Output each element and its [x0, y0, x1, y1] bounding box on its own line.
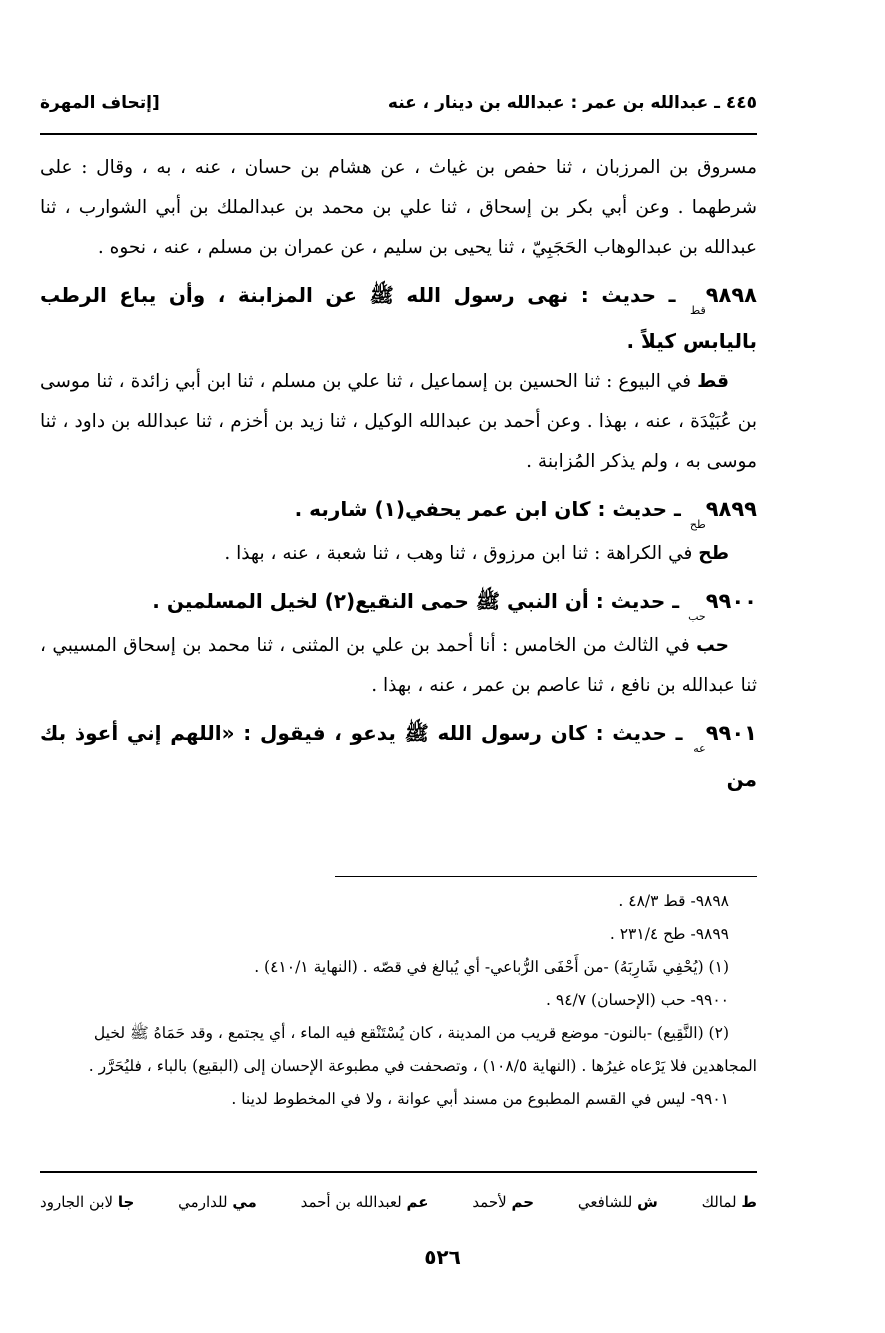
hadith-isnad [40, 534, 757, 574]
siglum-desc: لعبدالله بن أحمد [300, 1193, 402, 1211]
siglum-code: عم [406, 1193, 429, 1211]
isnad-text: في الثالث من الخامس : أنا أحمد بن علي بن المثنى ، ثنا محمد بن إسحاق المسيبي ، ثنا عبدالله بن نافع ، ثنا عاصم بن عمر ، عنه ، بهذا . [40, 635, 757, 696]
hadith-isnad [40, 362, 757, 482]
footnotes [40, 885, 757, 1116]
source-label: طح [698, 543, 729, 564]
header-book-title: [إتحاف المهرة [40, 93, 160, 113]
siglum-entry [702, 1187, 757, 1217]
header-rule [40, 133, 757, 135]
siglum-entry [178, 1187, 257, 1217]
hadith-heading [40, 488, 757, 534]
footnote-rule [335, 876, 757, 877]
hadith-isnad [40, 626, 757, 706]
hadith-number: ٩٨٩٩ [705, 497, 757, 521]
hadith-heading [40, 712, 757, 800]
main-text [40, 148, 757, 800]
footnote: (١) (يُحْفِي شَارِبَهُ) -من أَحْفَى الرُّباعي- أي يُبالغ في قصّه . (النهاية ٤١٠/١) . [254, 958, 729, 976]
siglum-desc: لابن الجارود [40, 1193, 114, 1211]
siglum-desc: للدارمي [178, 1193, 228, 1211]
header-title: ٤٤٥ ـ عبدالله بن عمر : عبدالله بن دينار ، عنه [387, 93, 757, 113]
running-header [40, 86, 757, 120]
siglum-entry [578, 1187, 658, 1217]
isnad-text: في الكراهة : ثنا ابن مرزوق ، ثنا وهب ، ثنا شعبة ، عنه ، بهذا . [224, 543, 693, 564]
siglum-code: جا [117, 1193, 135, 1211]
sigla-legend [40, 1187, 757, 1217]
hadith-number: ٩٩٠٠ [705, 589, 757, 613]
footnote: ٩٩٠٠- حب (الإحسان) ٩٤/٧ . [546, 991, 729, 1009]
siglum-entry [40, 1187, 134, 1217]
siglum-desc: لأحمد [472, 1193, 507, 1211]
hadith-heading [40, 274, 757, 362]
intro-paragraph: مسروق بن المرزبان ، ثنا حفص بن غياث ، عن هشام بن حسان ، عنه ، به ، وقال : على شرطهما . وعن أبي بكر بن إسحاق ، ثنا علي بن محمد بن عبدالملك بن أبي الشوارب ، ثنا عبدالله بن عبدالوهاب الحَجَبِيّ ، ثنا يحيى بن سليم ، عن عمران بن مسلم ، عنه ، نحوه . [40, 157, 757, 258]
siglum-code: مي [232, 1193, 257, 1211]
source-label: قط [697, 371, 729, 392]
hadith-heading [40, 580, 757, 626]
footnote: ٩٩٠١- ليس في القسم المطبوع من مسند أبي عوانة ، ولا في المخطوط لدينا . [231, 1090, 729, 1108]
hadith-siglum: عه [693, 742, 706, 755]
hadith-title: ـ حديث : نهى رسول الله ﷺ عن المزابنة ، وأن يباع الرطب باليابس كيلاً . [40, 283, 757, 353]
hadith-siglum: قط [690, 304, 706, 317]
siglum-code: ش [637, 1193, 658, 1211]
hadith-title: ـ حديث : أن النبي ﷺ حمى النقيع(٢) لخيل المسلمين . [152, 589, 680, 613]
hadith-number: ٩٩٠١ [705, 721, 757, 745]
footnote: ٩٨٩٩- طح ٢٣١/٤ . [609, 925, 729, 943]
sigla-rule [40, 1171, 757, 1173]
footnote: ٩٨٩٨- قط ٤٨/٣ . [618, 892, 729, 910]
hadith-title: ـ حديث : كان رسول الله ﷺ يدعو ، فيقول : «اللهم إني أعوذ بك من [40, 721, 757, 791]
siglum-desc: للشافعي [577, 1193, 633, 1211]
siglum-code: ط [741, 1193, 757, 1211]
hadith-number: ٩٨٩٨ [705, 283, 758, 307]
footnote: (٢) (النَّقِيع) -بالنون- موضع قريب من المدينة ، كان يُسْتَنْقع فيه الماء ، أي يجتمع ، وقد حَمَاهُ ﷺ لخيل المجاهدين فلا يَرْعاه غيرُها . (النهاية ١٠٨/٥) ، وتصحفت في مطبوعة الإحسان إلى (البقيع) بالباء ، فليُحَرَّر . [88, 1024, 757, 1075]
siglum-entry [472, 1187, 534, 1217]
source-label: حب [696, 635, 729, 656]
siglum-code: حم [511, 1193, 535, 1211]
siglum-entry [301, 1187, 429, 1217]
hadith-title: ـ حديث : كان ابن عمر يحفي(١) شاربه . [294, 497, 681, 521]
hadith-siglum: حب [688, 610, 706, 623]
hadith-siglum: طح [689, 518, 706, 531]
isnad-text: في البيوع : ثنا الحسين بن إسماعيل ، ثنا علي بن مسلم ، ثنا ابن أبي زائدة ، ثنا موسى بن عُبَيْدَة ، عنه ، بهذا . وعن أحمد بن عبدالله الوكيل ، ثنا زيد بن أخزم ، ثنا عبدالله بن داود ، ثنا موسى به ، ولم يذكر المُزابنة . [40, 371, 757, 472]
siglum-desc: لمالك [701, 1193, 737, 1211]
page-number: ٥٢٦ [424, 1245, 461, 1269]
